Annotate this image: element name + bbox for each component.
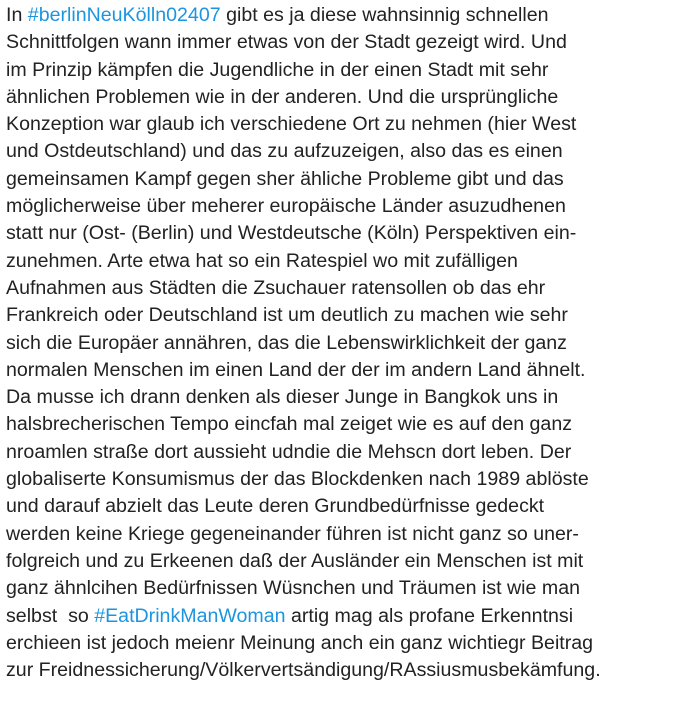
text-segment: In — [6, 4, 28, 26]
text-segment: ähnlichen Problemen wie in der anderen. Und die ursprüngliche — [6, 85, 559, 108]
text-line — [6, 84, 678, 111]
text-line — [6, 138, 678, 165]
text-segment: werden keine Kriege gegeneinander führen ist nicht ganz so uner- — [6, 522, 579, 545]
text-line — [6, 193, 678, 220]
text-segment: möglicherweise über meherer europäische Länder asuzudhenen — [6, 195, 566, 218]
text-line — [6, 166, 678, 193]
text-segment: und darauf abzielt das Leute deren Grundbedürfnisse gedeckt — [6, 495, 545, 518]
text-segment: sich die Europäer annähren, das die Lebenswirklichkeit der ganz — [6, 331, 567, 354]
text-line — [6, 521, 678, 548]
text-line — [6, 548, 678, 575]
text-line — [6, 603, 678, 630]
text-segment: normalen Menschen im einen Land der der im andern Land ähnelt. — [6, 358, 586, 381]
hashtag-link[interactable]: #EatDrinkManWoman — [94, 604, 286, 627]
hashtag-link[interactable]: #berlinNeuKölln02407 — [27, 4, 221, 26]
text-segment: und Ostdeutschland) und das zu aufzuzeigen, also das es einen — [6, 140, 563, 163]
post-text-body — [6, 2, 678, 684]
text-segment: halsbrecherischen Tempo eincfah mal zeiget wie es auf den ganz — [6, 413, 573, 436]
text-segment: gemeinsamen Kampf gegen sher ähliche Probleme gibt und das — [6, 167, 564, 190]
text-line — [6, 357, 678, 384]
text-line — [6, 29, 678, 56]
text-line — [6, 57, 678, 84]
text-line — [6, 657, 678, 684]
text-line — [6, 302, 678, 329]
text-segment: Aufnahmen aus Städten die Zsuchauer ratensollen ob das ehr — [6, 276, 546, 299]
text-segment: globaliserte Konsumismus der das Blockdenken nach 1989 ablöste — [6, 468, 589, 491]
text-segment: erchieen ist jedoch meienr Meinung anch ein ganz wichtiegr Beitrag — [6, 631, 594, 654]
text-line — [6, 220, 678, 247]
text-segment: im Prinzip kämpfen die Jugendliche in der einen Stadt mit sehr — [6, 58, 549, 81]
text-segment: Frankreich oder Deutschland ist um deutlich zu machen wie sehr — [6, 304, 568, 327]
text-line — [6, 493, 678, 520]
text-line — [6, 384, 678, 411]
text-line — [6, 630, 678, 657]
text-line — [6, 248, 678, 275]
text-line — [6, 575, 678, 602]
text-line — [6, 466, 678, 493]
text-segment: Konzeption war glaub ich verschiedene Ort zu nehmen (hier West — [6, 113, 577, 136]
text-segment: nroamlen straße dort aussieht udndie die Mehscn dort leben. Der — [6, 440, 572, 463]
text-segment: selbst so — [6, 604, 95, 627]
text-line — [6, 330, 678, 357]
text-segment: statt nur (Ost- (Berlin) und Westdeutsche (Köln) Perspektiven ein- — [6, 222, 577, 245]
text-line — [6, 2, 678, 29]
text-segment: zunehmen. Arte etwa hat so ein Ratespiel wo mit zufälligen — [6, 249, 518, 272]
text-line — [6, 411, 678, 438]
text-line — [6, 439, 678, 466]
text-segment: Schnittfolgen wann immer etwas von der Stadt gezeigt wird. Und — [6, 31, 567, 54]
text-segment: gibt es ja diese wahnsinnig schnellen — [220, 4, 549, 26]
text-segment: Da musse ich drann denken als dieser Junge in Bangkok uns in — [6, 386, 559, 409]
text-line — [6, 275, 678, 302]
text-line — [6, 111, 678, 138]
text-segment: zur Freidnessicherung/Völkervertsändigung/RAssiusmusbekämfung. — [6, 659, 601, 682]
text-segment: folgreich und zu Erkeenen daß der Ausländer ein Menschen ist mit — [6, 549, 584, 572]
text-segment: ganz ähnlcihen Bedürfnissen Wüsnchen und Träumen ist wie man — [6, 577, 580, 600]
text-segment: artig mag als profane Erkenntnsi — [285, 604, 574, 627]
